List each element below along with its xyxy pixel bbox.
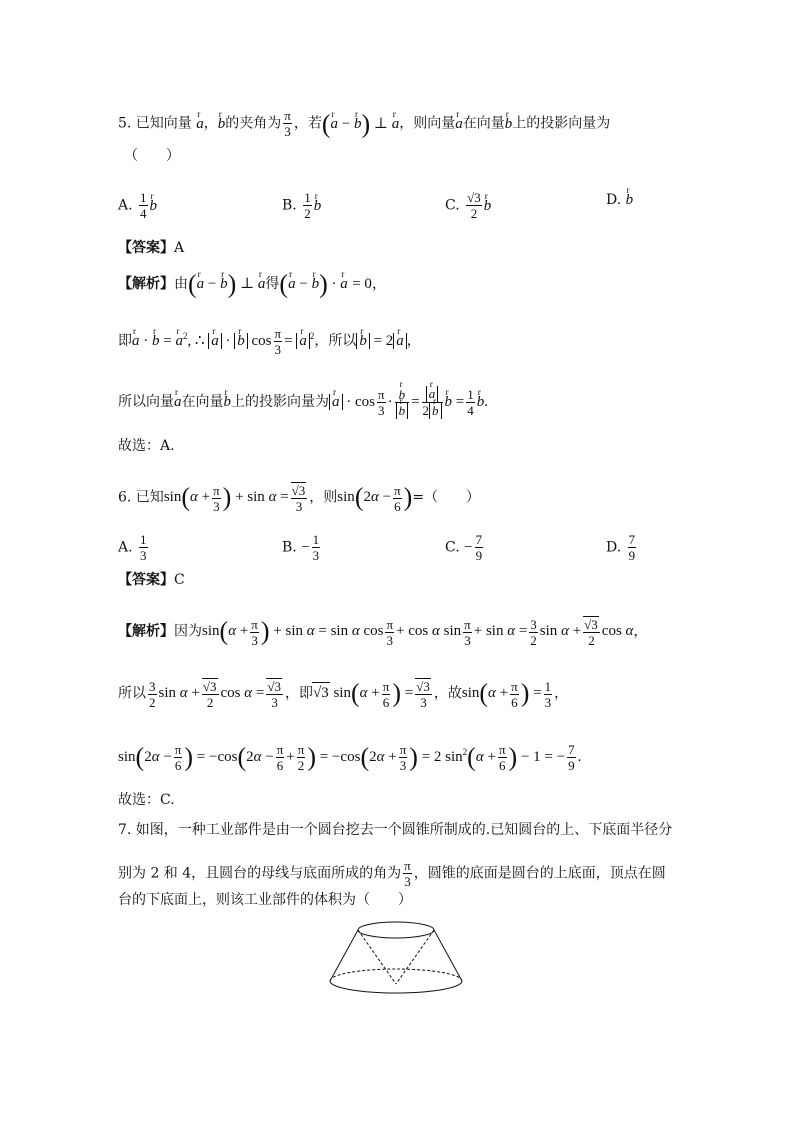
- q5-stem: 5. 已知向量 r a，r b的夹角为 $\frac{\pi}{3}$ ，若(r a − r b) ⊥ r a，则向量r a在向量r b上的投影向量为: [118, 108, 610, 139]
- q7-stem-line-3: 台的下底面上，则该工业部件的体积为（ ）: [118, 892, 412, 908]
- q6-answer: 【答案】C: [118, 572, 185, 588]
- q6-stem: 6. 已知sin(α + $\frac{\pi}{3}$ ) + sin α = $\frac{√3}{3}$ ，则sin(2α − $\frac{\pi}{6}$ )=（ ）: [118, 482, 481, 514]
- q5-option-a: A. $\frac{1}{4}$ r b: [118, 190, 157, 221]
- q5-blank: （ ）: [124, 148, 180, 164]
- q6-analysis-line-1: 【解析】因为sin(α + $\frac{\pi}{3}$ ) + sin α = sin α cos $\frac{\pi}{3}$ + cos α sin $\frac{\pi}{3}$ + sin α = $\frac{3}{2}$ sin α + $\frac{√3}{2}$ cos α，: [118, 616, 648, 648]
- q6-option-b: B. − $\frac{1}{3}$: [282, 532, 320, 563]
- q5-option-c: C. $\frac{√3}{2}$ r b: [445, 190, 491, 221]
- q6-option-c: C. − $\frac{7}{9}$: [445, 532, 483, 563]
- q6-analysis-line-2: 所以 $\frac{3}{2}$ sin α + $\frac{√3}{2}$ cos α = $\frac{√3}{3}$ ，即√3 sin(α + $\frac{\pi}{6}$ ) = $\frac{√3}{3}$ ，故sin(α + $\frac{\pi}{6}$ ) = $\frac{1}{3}$ ，: [118, 678, 569, 710]
- q5-conclusion: 故选：A.: [118, 438, 175, 454]
- q5-answer: 【答案】A: [118, 240, 185, 256]
- q7-stem-line-1: 7. 如图，一种工业部件是由一个圆台挖去一个圆锥所制成的.已知圆台的上、下底面半径分: [118, 822, 673, 838]
- q6-option-d: D. $\frac{7}{9}$: [606, 532, 636, 563]
- frustum-cone-figure: [326, 918, 466, 1000]
- frustum-top-ellipse: [358, 922, 434, 938]
- q5-analysis-line-1: 【解析】由(r a − r b) ⊥ r a得(r a − r b) · r a = 0，: [118, 274, 387, 295]
- q5-analysis-line-2: 即r a · r b = r $a^2$, ∴ r a · r b cos $\frac{\pi}{3}$ = r a $^2$，所以r b = 2r a ，: [118, 326, 421, 357]
- q7-stem-line-2: 别为 2 和 4，且圆台的母线与底面所成的角为 $\frac{\pi}{3}$ ，圆锥的底面是圆台的上底面，顶点在圆: [118, 858, 666, 889]
- q6-conclusion: 故选：C.: [118, 792, 175, 808]
- frustum-bottom-front: [330, 981, 462, 993]
- q5-option-b: B. $\frac{1}{2}$ r b: [282, 190, 321, 221]
- q5-option-d: D. r b: [606, 190, 633, 210]
- q6-option-a: A. $\frac{1}{3}$: [118, 532, 147, 563]
- q5-analysis-line-3: 所以向量r a在向量r b上的投影向量为r a · cos $\frac{\pi}{3}$ · r b r b = r $\frac{a}{\text{2r b}}$ r b = $\frac{1}{4}$ r b.: [118, 386, 488, 419]
- frustum-bottom-back: [330, 969, 462, 981]
- q6-analysis-line-3: sin(2α − $\frac{\pi}{6}$ ) = −cos(2α − $\frac{\pi}{6}$ + $\frac{\pi}{2}$ ) = −cos(2α + $\frac{\pi}{3}$ ) = 2 $\sin^2(\alpha$ + $\frac{\pi}{6}$ ) − 1 = − $\frac{7}{9}$ .: [118, 742, 582, 774]
